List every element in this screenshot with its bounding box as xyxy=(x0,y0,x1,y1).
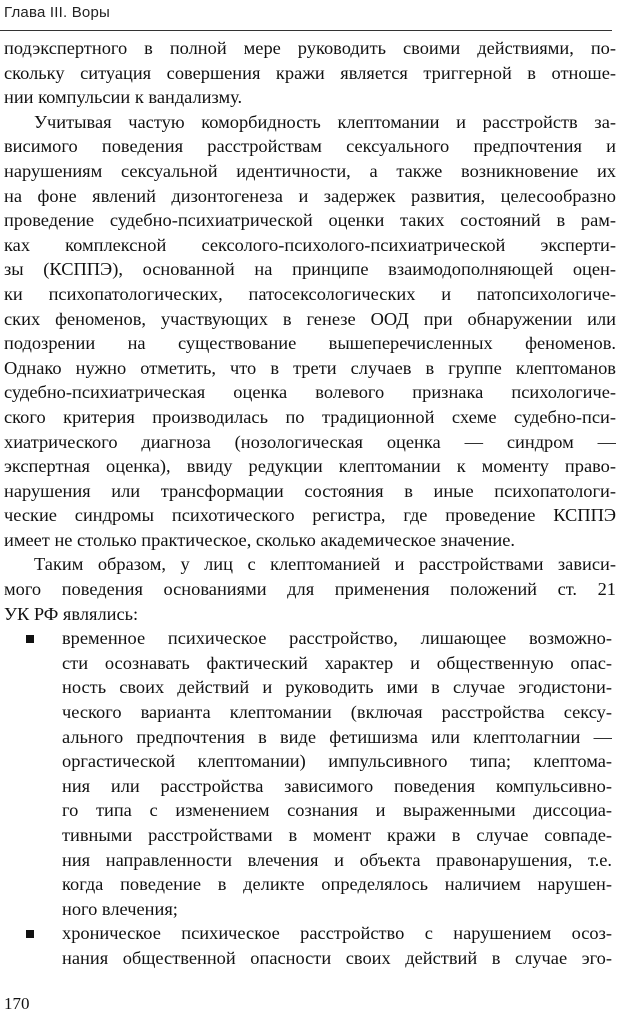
text-line: УК РФ являлись: xyxy=(4,603,139,624)
text-line: ального предпочтения в виде фетишизма или клептолагнии — xyxy=(62,726,612,747)
text-line: оргастической клептомании) импульсивного типа; клептома- xyxy=(62,751,612,772)
paragraph-1 xyxy=(4,36,616,110)
text-line: хиатрического диагноза (нозологическая оценка — синдром — xyxy=(4,431,616,452)
text-line: ность своих действий и руководить ими в случае эгодистони- xyxy=(62,677,612,698)
text-line: временное психическое расстройство, лишающее возможно- xyxy=(62,628,612,649)
text-line: ческие синдромы психотического регистра, где проведение КСППЭ xyxy=(4,505,616,526)
list-item xyxy=(4,921,616,970)
text-line: когда поведение в деликте определялось наличием нарушен- xyxy=(62,874,612,895)
text-line: экспертная оценка), ввиду редукции клептомании к моменту право- xyxy=(4,456,616,477)
text-line: проведение судебно-психиатрической оценки таких состояний в рам- xyxy=(4,210,616,231)
running-header: Глава III. Воры xyxy=(4,4,110,21)
text-line: ки психопатологических, патосексологических и патопсихологиче- xyxy=(4,283,616,304)
text-line: скольку ситуация совершения кражи является триггерной в отноше- xyxy=(4,62,616,83)
text-line: Учитывая частую коморбидность клептомании и расстройств за- xyxy=(34,111,616,132)
text-line: подэкспертного в полной мере руководить своими действиями, по- xyxy=(4,38,616,58)
text-line: ках комплексной сексолого-психолого-психиатрической эксперти- xyxy=(4,234,616,255)
header-rule xyxy=(0,30,612,31)
text-line: висимого поведения расстройствам сексуального предпочтения и xyxy=(4,136,616,157)
page-number: 170 xyxy=(4,994,30,1013)
text-line: нания общественной опасности своих действий в случае эго- xyxy=(62,947,612,968)
square-bullet-icon xyxy=(26,930,34,938)
text-line: сти осознавать фактический характер и общественную опас- xyxy=(62,652,612,673)
body-text xyxy=(4,36,616,971)
text-line: ния или расстройства зависимого поведения компульсивно- xyxy=(62,775,612,796)
paragraph-2 xyxy=(4,110,616,553)
text-line: нарушения или трансформации состояния в иные психопатологи- xyxy=(4,480,616,501)
text-line: тивными расстройствами в момент кражи в случае совпаде- xyxy=(62,825,612,845)
text-line: мого поведения основаниями для применения положений ст. 21 xyxy=(4,579,616,600)
text-line: подозрении на существование вышеперечисленных феноменов. xyxy=(4,333,616,354)
text-line: нии компульсии к вандализму. xyxy=(4,87,243,108)
text-line: Таким образом, у лиц с клептоманией и расстройствами зависи- xyxy=(34,554,616,575)
text-line: ния направленности влечения и объекта правонарушения, т.е. xyxy=(62,849,612,870)
text-line: хроническое психическое расстройство с нарушением осоз- xyxy=(62,923,612,944)
text-line: Однако нужно отметить, что в трети случаев в группе клептоманов xyxy=(4,357,616,378)
text-line: зы (КСППЭ), основанной на принципе взаимодополняющей оцен- xyxy=(4,259,616,280)
text-line: имеет не столько практическое, сколько академическое значение. xyxy=(4,529,515,550)
square-bullet-icon xyxy=(26,635,34,643)
paragraph-3 xyxy=(4,552,616,626)
text-line: ческого варианта клептомании (включая расстройства сексу- xyxy=(62,702,612,723)
text-line: го типа с изменением сознания и выраженными диссоциа- xyxy=(62,800,612,821)
text-line: ского критерия производилась по традиционной схеме судебно-пси- xyxy=(4,406,616,427)
text-line: судебно-психиатрическая оценка волевого признака психологиче- xyxy=(4,382,616,403)
list-item xyxy=(4,626,616,921)
text-line: ного влечения; xyxy=(62,898,178,919)
text-line: ских феноменов, участвующих в генезе ООД при обнаружении или xyxy=(4,308,616,329)
text-line: на фоне явлений дизонтогенеза и задержек развития, целесообразно xyxy=(4,185,616,206)
text-line: нарушениям сексуальной идентичности, а также возникновение их xyxy=(4,160,616,181)
